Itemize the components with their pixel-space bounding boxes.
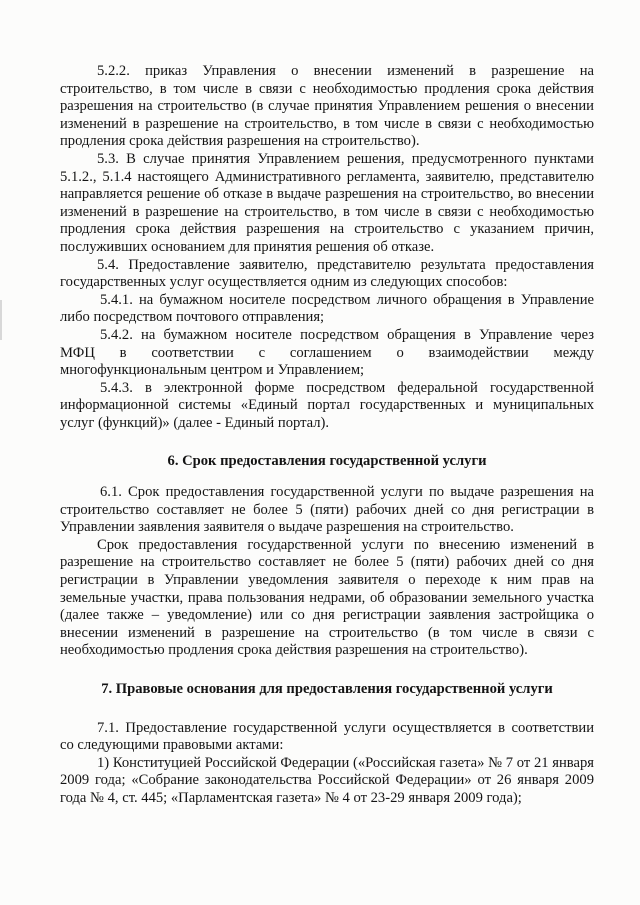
section-heading-7: 7. Правовые основания для предоставления государственной услуги — [101, 681, 553, 697]
document-body — [60, 63, 594, 808]
paragraph-6-1: 6.1. Срок предоставления государственной услуги по выдаче разрешения на строительство составляет не более 5 (пяти) рабочих дней со дня регистрации в Управлении заявления заявителя о выдаче разрешения на строительство. — [60, 484, 594, 536]
paragraph-7-1: 7.1. Предоставление государственной услуги осуществляется в соответствии со следующими правовыми актами: — [60, 719, 594, 754]
scan-edge-mark — [0, 300, 2, 340]
paragraph-5-3: 5.3. В случае принятия Управлением решения, предусмотренного пунктами 5.1.2., 5.1.4 настоящего Административного регламента, заявителю, представителю направляется решение об отказе в выдаче разрешения на строительство, во внесении изменений в разрешение на строительство, в том числе в связи с необходимостью продления срока действия разрешения на строительство с указанием причин, послуживших основанием для принятия решения об отказе. — [60, 150, 594, 255]
paragraph-5-4-1: 5.4.1. на бумажном носителе посредством личного обращения в Управление либо посредством почтового отправления; — [60, 291, 594, 326]
paragraph-6-1-continued: Срок предоставления государственной услуги по внесению изменений в разрешение на строительство составляет не более 5 (пяти) рабочих дней со дня регистрации в Управлении уведомления заявителя о переходе к ним прав на земельные участки, права пользования недрами, об образовании земельного участка (далее также – уведомление) или со дня регистрации заявления застройщика о внесении изменений в разрешение на строительство (в том числе в связи с необходимостью продления срока действия разрешения на строительство). — [60, 536, 594, 659]
paragraph-5-4-3: 5.4.3. в электронной форме посредством федеральной государственной информационной системы «Единый портал государственных и муниципальных услуг (функций)» (далее - Единый портал). — [60, 379, 594, 431]
paragraph-5-4: 5.4. Предоставление заявителю, представителю результата предоставления государственных услуг осуществляется одним из следующих способов: — [60, 256, 594, 291]
paragraph-5-2-2: 5.2.2. приказ Управления о внесении изменений в разрешение на строительство, в том числе в связи с необходимостью продления срока действия разрешения на строительство (в случае принятия Управлением решения о внесении изменений в разрешение на строительство, в том числе в связи с необходимостью продления срока действия разрешения на строительство). — [60, 63, 594, 150]
paragraph-5-4-2: 5.4.2. на бумажном носителе посредством обращения в Управление через МФЦ в соответствии с соглашением о взаимодействии между многофункциональным центром и Управлением; — [60, 326, 594, 379]
section-heading-6: 6. Срок предоставления государственной услуги — [167, 453, 487, 470]
paragraph-7-1-item-1: 1) Конституцией Российской Федерации («Российская газета» № 7 от 21 января 2009 года; «Собрание законодательства Российской Федерации» от 26 января 2009 года № 4, ст. 445; «Парламентская газета» № 4 от 23-29 января 2009 года); — [60, 754, 594, 806]
